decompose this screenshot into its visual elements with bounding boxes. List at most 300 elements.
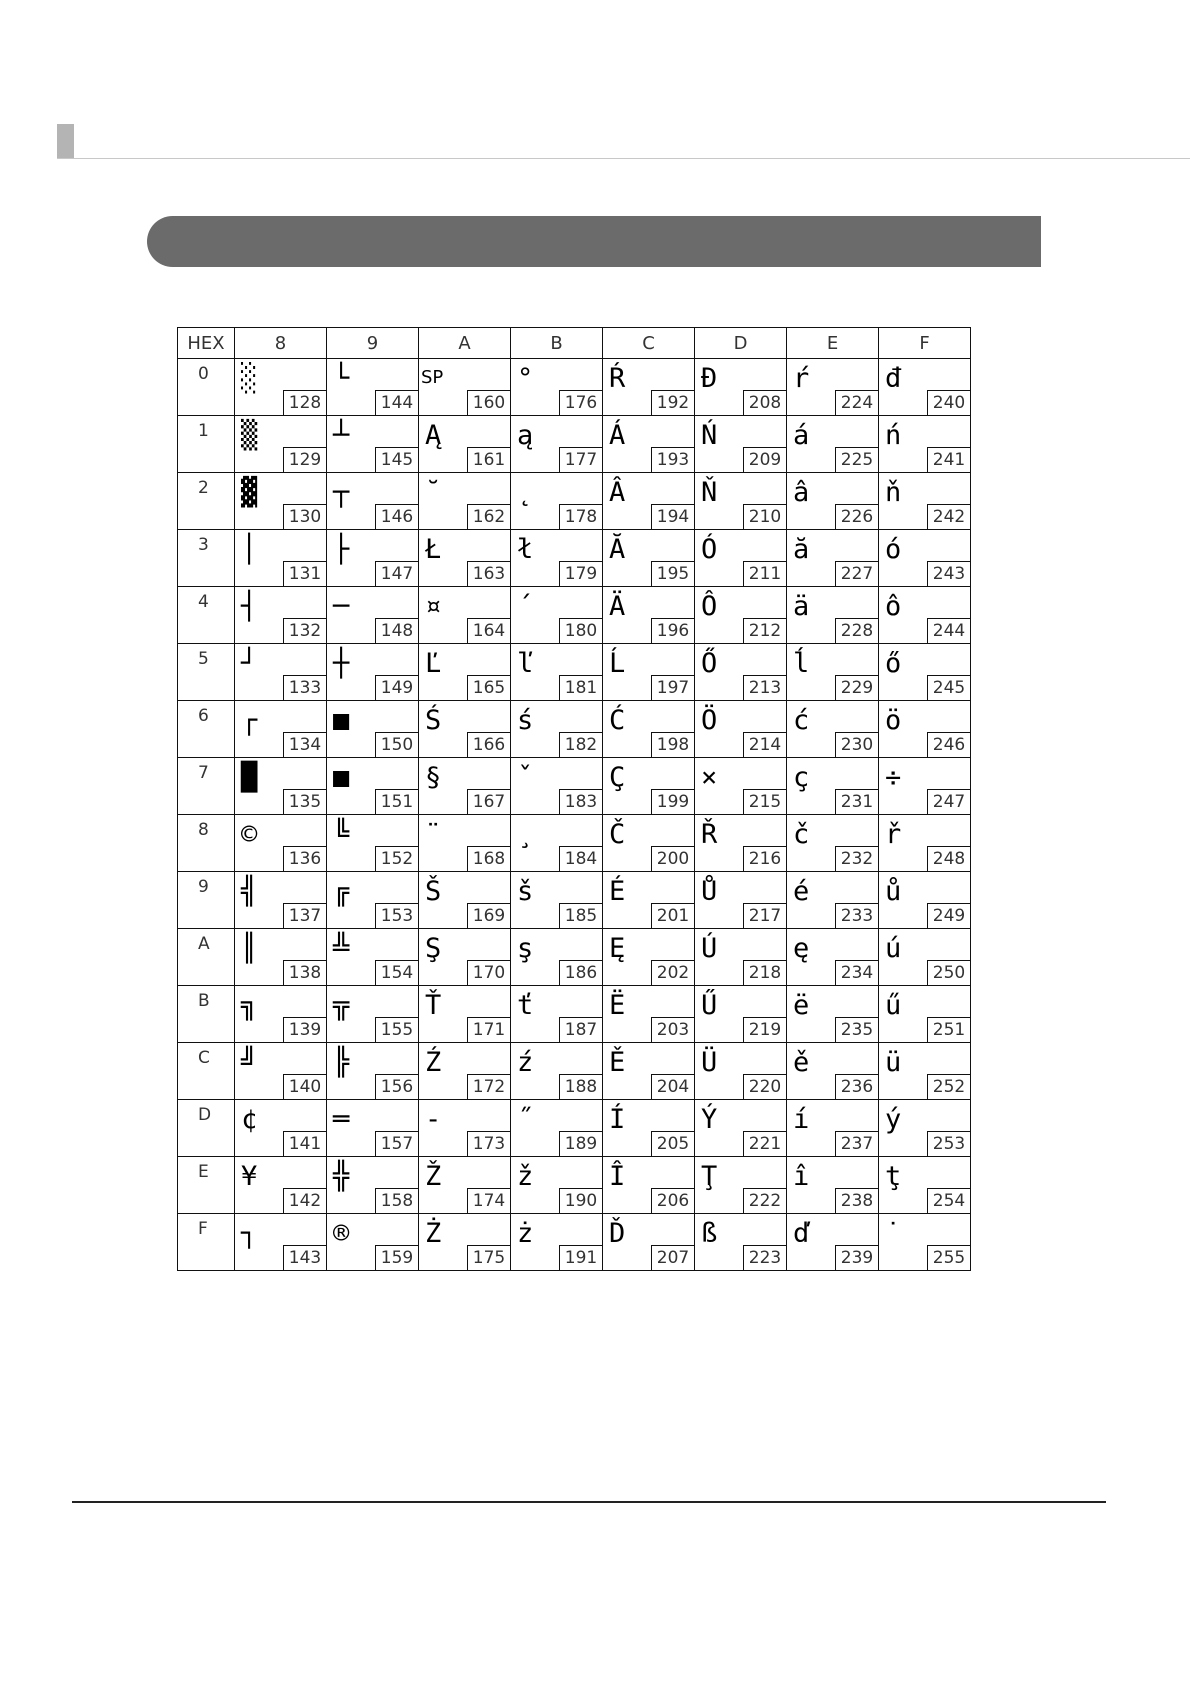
decimal-code: 143 — [283, 1245, 326, 1270]
character-cell — [419, 815, 511, 872]
row-header-label: 1 — [198, 421, 209, 441]
decimal-code: 150 — [375, 732, 418, 757]
table-row — [178, 473, 971, 530]
character-cell — [879, 359, 971, 416]
character-cell — [695, 815, 787, 872]
character-cell — [695, 986, 787, 1043]
decimal-code: 167 — [467, 789, 510, 814]
character-cell — [695, 1157, 787, 1214]
decimal-code: 199 — [651, 789, 694, 814]
character-cell — [511, 359, 603, 416]
character-glyph: Đ — [701, 363, 718, 394]
character-glyph: ĺ — [793, 648, 810, 679]
character-cell — [327, 359, 419, 416]
character-glyph: ▓ — [241, 477, 258, 508]
character-glyph: ë — [793, 990, 810, 1021]
character-cell — [787, 587, 879, 644]
row-header — [178, 416, 235, 473]
character-glyph: Ĺ — [609, 648, 626, 679]
character-glyph: ţ — [885, 1161, 902, 1192]
character-glyph: ° — [517, 363, 534, 394]
character-cell — [511, 587, 603, 644]
character-glyph: ░ — [241, 363, 258, 394]
character-glyph: Ť — [425, 990, 442, 1021]
decimal-code: 215 — [743, 789, 786, 814]
row-header — [178, 872, 235, 929]
character-cell — [327, 530, 419, 587]
character-glyph: ş — [517, 933, 534, 964]
character-cell — [419, 1043, 511, 1100]
decimal-code: 171 — [467, 1017, 510, 1042]
character-cell — [603, 473, 695, 530]
character-glyph: ě — [793, 1047, 810, 1078]
character-glyph: § — [425, 762, 442, 793]
decimal-code: 160 — [467, 390, 510, 415]
decimal-code: 222 — [743, 1188, 786, 1213]
decimal-code: 197 — [651, 675, 694, 700]
character-glyph: Ű — [701, 990, 718, 1021]
character-glyph: Ł — [425, 534, 442, 565]
character-cell — [235, 644, 327, 701]
decimal-code: 175 — [467, 1245, 510, 1270]
decimal-code: 194 — [651, 504, 694, 529]
character-cell — [603, 1100, 695, 1157]
character-cell — [695, 473, 787, 530]
table-row — [178, 1157, 971, 1214]
row-header-label: 2 — [198, 478, 209, 498]
decimal-code: 148 — [375, 618, 418, 643]
character-cell — [235, 359, 327, 416]
row-header-label: B — [198, 991, 210, 1011]
character-cell — [879, 473, 971, 530]
character-cell — [235, 815, 327, 872]
character-cell — [787, 815, 879, 872]
character-cell — [787, 1043, 879, 1100]
hex-corner-header: HEX — [178, 328, 235, 359]
character-cell — [695, 758, 787, 815]
character-glyph: ˇ — [517, 762, 534, 793]
character-cell — [879, 701, 971, 758]
decimal-code: 129 — [283, 447, 326, 472]
character-cell — [327, 416, 419, 473]
character-cell — [695, 1043, 787, 1100]
decimal-code: 221 — [743, 1131, 786, 1156]
character-glyph: ╔ — [333, 876, 350, 907]
character-cell — [511, 815, 603, 872]
character-glyph: Ö — [701, 705, 718, 736]
decimal-code: 230 — [835, 732, 878, 757]
character-glyph: É — [609, 876, 626, 907]
character-cell — [695, 701, 787, 758]
character-cell — [419, 530, 511, 587]
character-cell — [787, 530, 879, 587]
character-cell — [695, 416, 787, 473]
decimal-code: 137 — [283, 903, 326, 928]
character-glyph: ╦ — [333, 990, 350, 1021]
character-cell — [695, 530, 787, 587]
decimal-code: 136 — [283, 846, 326, 871]
character-glyph: ┌ — [241, 705, 258, 736]
column-header: F — [879, 328, 971, 359]
character-cell — [603, 815, 695, 872]
character-cell — [419, 644, 511, 701]
character-cell — [603, 1214, 695, 1271]
character-glyph: ô — [885, 591, 902, 622]
character-cell — [511, 986, 603, 1043]
decimal-code: 189 — [559, 1131, 602, 1156]
character-cell — [695, 359, 787, 416]
character-glyph: ┤ — [241, 591, 258, 622]
decimal-code: 206 — [651, 1188, 694, 1213]
row-header-label: D — [198, 1105, 212, 1125]
character-glyph: Ó — [701, 534, 718, 565]
column-header-row — [178, 328, 971, 359]
character-glyph: Ě — [609, 1047, 626, 1078]
column-header: 9 — [327, 328, 419, 359]
character-glyph: ď — [793, 1218, 810, 1249]
character-glyph: Ľ — [425, 648, 442, 679]
character-glyph: Ň — [701, 477, 718, 508]
decimal-code: 154 — [375, 960, 418, 985]
column-header: D — [695, 328, 787, 359]
character-glyph: ÷ — [885, 762, 902, 793]
character-cell — [235, 1043, 327, 1100]
character-glyph: Ü — [701, 1047, 718, 1078]
character-glyph: Ů — [701, 876, 718, 907]
decimal-code: 169 — [467, 903, 510, 928]
decimal-code: 182 — [559, 732, 602, 757]
character-cell — [879, 758, 971, 815]
character-cell — [879, 416, 971, 473]
row-header — [178, 1157, 235, 1214]
decimal-code: 144 — [375, 390, 418, 415]
decimal-code: 209 — [743, 447, 786, 472]
decimal-code: 234 — [835, 960, 878, 985]
character-glyph: š — [517, 876, 534, 907]
character-cell — [603, 1043, 695, 1100]
decimal-code: 248 — [927, 846, 970, 871]
character-glyph: ü — [885, 1047, 902, 1078]
character-cell — [603, 587, 695, 644]
character-cell — [879, 1100, 971, 1157]
decimal-code: 217 — [743, 903, 786, 928]
decimal-code: 232 — [835, 846, 878, 871]
decimal-code: 213 — [743, 675, 786, 700]
character-glyph: █ — [241, 762, 258, 793]
row-header-label: 4 — [198, 592, 209, 612]
character-cell — [879, 872, 971, 929]
table-row — [178, 701, 971, 758]
character-glyph: é — [793, 876, 810, 907]
character-cell — [879, 929, 971, 986]
character-glyph: SP — [421, 367, 444, 388]
decimal-code: 236 — [835, 1074, 878, 1099]
character-glyph: ź — [517, 1047, 534, 1078]
decimal-code: 149 — [375, 675, 418, 700]
table-row — [178, 815, 971, 872]
table-row — [178, 587, 971, 644]
character-glyph: ¤ — [425, 591, 442, 622]
character-cell — [511, 1157, 603, 1214]
character-code-table — [177, 327, 971, 1271]
character-glyph: î — [793, 1161, 810, 1192]
decimal-code: 172 — [467, 1074, 510, 1099]
character-cell — [235, 758, 327, 815]
character-glyph: ┬ — [333, 477, 350, 508]
decimal-code: 168 — [467, 846, 510, 871]
character-cell — [787, 416, 879, 473]
decimal-code: 198 — [651, 732, 694, 757]
character-cell — [695, 1100, 787, 1157]
character-cell — [695, 872, 787, 929]
character-cell — [327, 701, 419, 758]
row-header-label: E — [198, 1162, 209, 1182]
character-cell — [787, 1214, 879, 1271]
row-header-label: 0 — [198, 364, 209, 384]
decimal-code: 186 — [559, 960, 602, 985]
character-glyph: ─ — [333, 591, 350, 622]
character-cell — [419, 1157, 511, 1214]
character-cell — [327, 929, 419, 986]
character-cell — [511, 473, 603, 530]
character-glyph: Î — [609, 1161, 626, 1192]
decimal-code: 246 — [927, 732, 970, 757]
character-glyph: Í — [609, 1104, 626, 1135]
decimal-code: 164 — [467, 618, 510, 643]
column-header: A — [419, 328, 511, 359]
decimal-code: 132 — [283, 618, 326, 643]
decimal-code: 161 — [467, 447, 510, 472]
character-cell — [511, 530, 603, 587]
decimal-code: 170 — [467, 960, 510, 985]
character-glyph: Ž — [425, 1161, 442, 1192]
character-glyph: ľ — [517, 648, 534, 679]
character-glyph: ┴ — [333, 420, 350, 451]
character-glyph: ¢ — [241, 1104, 258, 1135]
row-header — [178, 473, 235, 530]
section-side-marker — [57, 124, 74, 158]
character-glyph: ć — [793, 705, 810, 736]
character-glyph: ż — [517, 1218, 534, 1249]
decimal-code: 233 — [835, 903, 878, 928]
row-header — [178, 701, 235, 758]
character-glyph: ═ — [333, 1104, 350, 1135]
character-glyph: ř — [885, 819, 902, 850]
character-glyph: Ŕ — [609, 363, 626, 394]
character-glyph: ˘ — [425, 477, 442, 508]
character-glyph: Ô — [701, 591, 718, 622]
character-glyph: Ď — [609, 1218, 626, 1249]
decimal-code: 177 — [559, 447, 602, 472]
decimal-code: 255 — [927, 1245, 970, 1270]
character-glyph: Ç — [609, 762, 626, 793]
decimal-code: 202 — [651, 960, 694, 985]
character-glyph: ś — [517, 705, 534, 736]
character-cell — [603, 872, 695, 929]
character-glyph: Ş — [425, 933, 442, 964]
decimal-code: 239 — [835, 1245, 878, 1270]
decimal-code: 254 — [927, 1188, 970, 1213]
decimal-code: 178 — [559, 504, 602, 529]
table-row — [178, 1043, 971, 1100]
decimal-code: 244 — [927, 618, 970, 643]
character-glyph: ń — [885, 420, 902, 451]
decimal-code: 139 — [283, 1017, 326, 1042]
column-header: 8 — [235, 328, 327, 359]
decimal-code: 128 — [283, 390, 326, 415]
decimal-code: 203 — [651, 1017, 694, 1042]
character-cell — [511, 1214, 603, 1271]
decimal-code: 131 — [283, 561, 326, 586]
character-cell — [235, 929, 327, 986]
character-cell — [235, 530, 327, 587]
decimal-code: 238 — [835, 1188, 878, 1213]
decimal-code: 235 — [835, 1017, 878, 1042]
character-glyph: ž — [517, 1161, 534, 1192]
character-cell — [603, 644, 695, 701]
character-glyph: â — [793, 477, 810, 508]
row-header-label: 3 — [198, 535, 209, 555]
character-cell — [235, 1157, 327, 1214]
decimal-code: 253 — [927, 1131, 970, 1156]
character-glyph: ╝ — [241, 1047, 258, 1078]
character-cell — [327, 473, 419, 530]
character-cell — [327, 1157, 419, 1214]
decimal-code: 138 — [283, 960, 326, 985]
row-header-label: A — [198, 934, 210, 954]
decimal-code: 204 — [651, 1074, 694, 1099]
row-header-label: 6 — [198, 706, 209, 726]
character-cell — [235, 416, 327, 473]
row-header — [178, 644, 235, 701]
decimal-code: 158 — [375, 1188, 418, 1213]
decimal-code: 183 — [559, 789, 602, 814]
character-glyph: Š — [425, 876, 442, 907]
decimal-code: 187 — [559, 1017, 602, 1042]
decimal-code: 184 — [559, 846, 602, 871]
character-glyph: č — [793, 819, 810, 850]
table-row — [178, 1100, 971, 1157]
decimal-code: 226 — [835, 504, 878, 529]
decimal-code: 201 — [651, 903, 694, 928]
character-cell — [419, 701, 511, 758]
decimal-code: 152 — [375, 846, 418, 871]
character-cell — [879, 530, 971, 587]
decimal-code: 195 — [651, 561, 694, 586]
character-cell — [879, 644, 971, 701]
character-cell — [603, 929, 695, 986]
character-glyph: ├ — [333, 534, 350, 565]
character-cell — [327, 1100, 419, 1157]
character-glyph: ║ — [241, 933, 258, 964]
decimal-code: 218 — [743, 960, 786, 985]
character-glyph: Ć — [609, 705, 626, 736]
character-cell — [327, 587, 419, 644]
character-cell — [787, 644, 879, 701]
decimal-code: 180 — [559, 618, 602, 643]
decimal-code: 216 — [743, 846, 786, 871]
header-rule — [57, 158, 1190, 159]
character-glyph: í — [793, 1104, 810, 1135]
character-glyph: Ś — [425, 705, 442, 736]
character-glyph: ˙ — [885, 1218, 902, 1249]
character-cell — [787, 872, 879, 929]
character-glyph: ă — [793, 534, 810, 565]
character-cell — [511, 416, 603, 473]
decimal-code: 250 — [927, 960, 970, 985]
table-row — [178, 1214, 971, 1271]
character-cell — [419, 872, 511, 929]
character-cell — [787, 929, 879, 986]
character-glyph: Ý — [701, 1104, 718, 1135]
decimal-code: 252 — [927, 1074, 970, 1099]
decimal-code: 185 — [559, 903, 602, 928]
decimal-code: 155 — [375, 1017, 418, 1042]
decimal-code: 134 — [283, 732, 326, 757]
decimal-code: 240 — [927, 390, 970, 415]
character-cell — [419, 587, 511, 644]
table-row — [178, 929, 971, 986]
character-glyph: ╣ — [241, 876, 258, 907]
character-cell — [235, 473, 327, 530]
character-glyph: Ż — [425, 1218, 442, 1249]
character-cell — [787, 473, 879, 530]
row-header-label: 9 — [198, 877, 209, 897]
column-header: E — [787, 328, 879, 359]
character-glyph: á — [793, 420, 810, 451]
character-glyph: Ă — [609, 534, 626, 565]
character-cell — [235, 1100, 327, 1157]
character-glyph: ¨ — [425, 819, 442, 850]
decimal-code: 224 — [835, 390, 878, 415]
character-cell — [419, 359, 511, 416]
decimal-code: 241 — [927, 447, 970, 472]
character-cell — [787, 758, 879, 815]
character-glyph: ý — [885, 1104, 902, 1135]
decimal-code: 181 — [559, 675, 602, 700]
character-glyph: ą — [517, 420, 534, 451]
table-row — [178, 644, 971, 701]
decimal-code: 237 — [835, 1131, 878, 1156]
decimal-code: 225 — [835, 447, 878, 472]
decimal-code: 142 — [283, 1188, 326, 1213]
row-header — [178, 758, 235, 815]
character-glyph: đ — [885, 363, 902, 394]
decimal-code: 192 — [651, 390, 694, 415]
decimal-code: 174 — [467, 1188, 510, 1213]
character-cell — [419, 1100, 511, 1157]
character-glyph: ╩ — [333, 933, 350, 964]
character-cell — [787, 701, 879, 758]
character-glyph: ä — [793, 591, 810, 622]
character-cell — [879, 986, 971, 1043]
character-glyph: ů — [885, 876, 902, 907]
character-glyph: ˛ — [517, 477, 534, 508]
decimal-code: 188 — [559, 1074, 602, 1099]
character-glyph: × — [701, 762, 718, 793]
decimal-code: 223 — [743, 1245, 786, 1270]
character-glyph: ┼ — [333, 648, 350, 679]
character-cell — [787, 1100, 879, 1157]
table-row — [178, 758, 971, 815]
decimal-code: 163 — [467, 561, 510, 586]
character-cell — [879, 1043, 971, 1100]
decimal-code: 219 — [743, 1017, 786, 1042]
character-cell — [327, 1043, 419, 1100]
decimal-code: 153 — [375, 903, 418, 928]
character-glyph: Ţ — [701, 1161, 718, 1192]
character-glyph: Ő — [701, 648, 718, 679]
